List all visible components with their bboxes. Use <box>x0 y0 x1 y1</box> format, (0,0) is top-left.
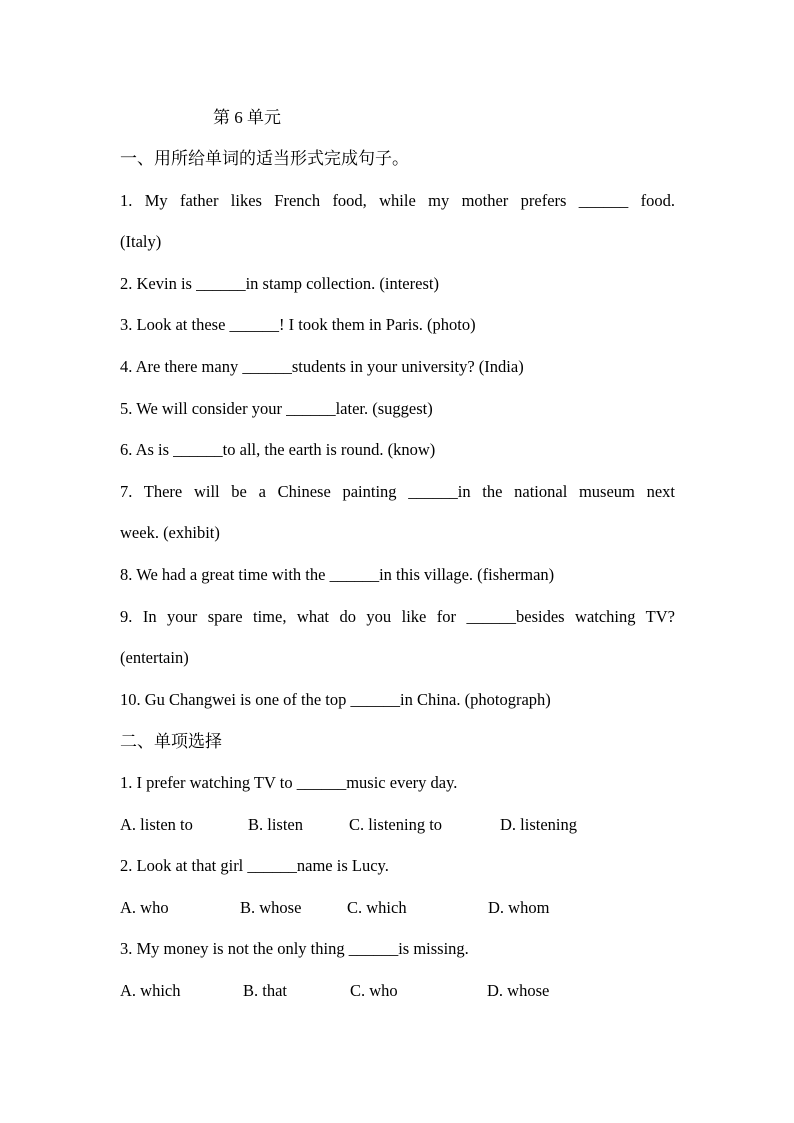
question-3-stem: 3. My money is not the only thing ______is missing. <box>120 939 469 958</box>
question-3-option-c: C. who <box>350 981 398 1000</box>
question-3-option-a: A. which <box>120 981 181 1000</box>
section1-heading: 一、用所给单词的适当形式完成句子。 <box>120 149 409 168</box>
exercise-item-8: 8. We had a great time with the ______in this village. (fisherman) <box>120 565 555 584</box>
question-1-option-d: D. listening <box>500 815 577 834</box>
page-title: 第 6 单元 <box>213 108 281 127</box>
exercise-item-7: 7. There will be a Chinese painting ______in the national museum next <box>120 482 675 501</box>
exercise-item-9: 9. In your spare time, what do you like for ______besides watching TV? <box>120 607 675 626</box>
question-1-option-a: A. listen to <box>120 815 193 834</box>
exercise-item-9-hint: (entertain) <box>120 648 189 667</box>
exercise-item-5: 5. We will consider your ______later. (suggest) <box>120 399 433 418</box>
question-2-stem: 2. Look at that girl ______name is Lucy. <box>120 856 389 875</box>
exercise-item-3: 3. Look at these ______! I took them in Paris. (photo) <box>120 315 476 334</box>
exercise-item-1-hint: (Italy) <box>120 232 162 251</box>
question-2-option-b: B. whose <box>240 898 302 917</box>
exercise-item-4: 4. Are there many ______students in your university? (India) <box>120 357 524 376</box>
question-1-option-c: C. listening to <box>349 815 443 834</box>
question-2-option-c: C. which <box>347 898 407 917</box>
question-3-option-b: B. that <box>243 981 287 1000</box>
exercise-item-1: 1. My father likes French food, while my mother prefers ______ food. <box>120 191 675 210</box>
question-3-option-d: D. whose <box>487 981 550 1000</box>
exercise-item-2: 2. Kevin is ______in stamp collection. (interest) <box>120 274 439 293</box>
question-1-option-b: B. listen <box>248 815 304 834</box>
exercise-item-7-cont: week. (exhibit) <box>120 523 220 542</box>
exercise-item-10: 10. Gu Changwei is one of the top ______in China. (photograph) <box>120 690 551 709</box>
question-1-stem: 1. I prefer watching TV to ______music every day. <box>120 773 458 792</box>
question-2-option-a: A. who <box>120 898 169 917</box>
exercise-item-6: 6. As is ______to all, the earth is round. (know) <box>120 440 436 459</box>
question-2-option-d: D. whom <box>488 898 550 917</box>
section2-heading: 二、单项选择 <box>120 732 222 751</box>
